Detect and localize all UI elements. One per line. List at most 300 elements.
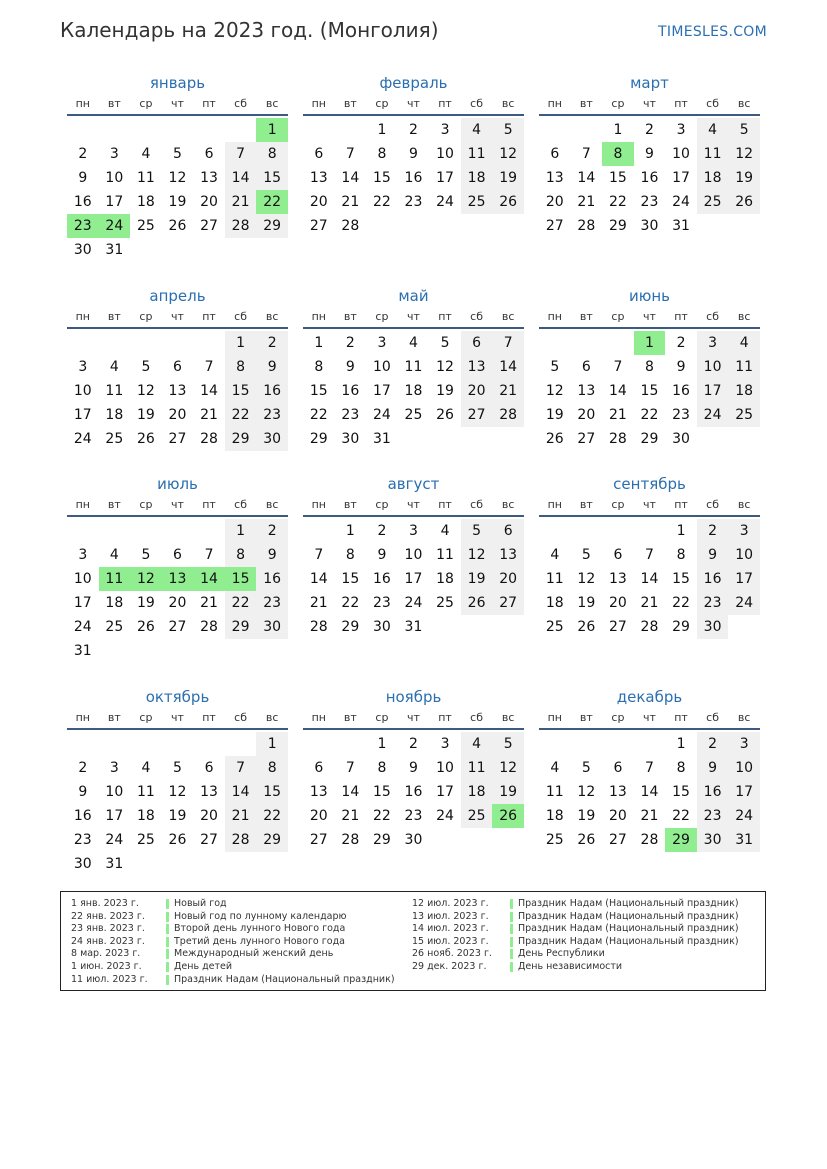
day-cell: 30 [672,431,690,447]
day-cell: 25 [136,218,155,234]
weekday-label: пн [547,711,562,724]
legend-row [412,948,757,961]
day-cell: 16 [640,170,659,186]
day-cell: 26 [577,832,596,848]
month-9 [539,473,760,639]
day-cell: 19 [436,383,454,399]
day-cell: 28 [200,431,218,447]
day-cell: 29 [672,619,690,635]
weekday-label: сб [706,711,720,724]
day-cell: 18 [461,166,493,190]
day-cell: 4 [550,760,560,776]
day-cell: 7 [645,547,654,563]
weekday-label: чт [407,97,420,110]
day-cell: 18 [404,383,423,399]
day-cell: 16 [73,808,92,824]
weekday-label: ср [611,498,625,511]
day-cell: 11 [728,355,760,379]
legend-row [412,898,757,911]
day-cell: 1 [676,736,686,752]
empty-cell [602,519,634,543]
day-cell: 18 [136,194,155,210]
day-cell: 24 [372,407,391,423]
legend-date: 15 июл. 2023 г. [412,935,489,947]
empty-cell [571,519,603,543]
day-cell: 22 [225,403,257,427]
weekday-label: вт [107,498,121,511]
day-cell: 8 [645,359,654,375]
weekday-label: вт [343,310,357,323]
day-cell: 12 [492,142,524,166]
legend-date: 11 июл. 2023 г. [71,973,148,985]
day-cell: 7 [645,760,654,776]
day-cell: 14 [577,170,596,186]
legend-column-left [71,898,401,986]
day-cell: 26 [436,407,454,423]
day-cell: 2 [78,760,88,776]
day-cell: 20 [461,379,493,403]
day-cell: 29 [309,431,328,447]
holiday-day: 15 [225,567,257,591]
day-cell: 22 [372,194,391,210]
day-cell: 26 [492,190,524,214]
day-cell: 12 [577,784,596,800]
legend-color-marker [166,949,169,959]
weekday-label: сб [470,310,484,323]
weekday-label: вт [579,711,593,724]
legend-color-marker [166,975,169,985]
weekday-header [303,495,524,517]
day-cell: 9 [78,784,88,800]
weekday-header [539,708,760,730]
weekday-label: ср [375,711,389,724]
legend-holiday-name: Праздник Надам (Национальный праздник) [518,935,739,947]
day-cell: 18 [461,780,493,804]
month-7 [67,473,288,663]
weekday-label: вс [737,97,751,110]
day-cell: 10 [728,543,760,567]
day-cell: 30 [697,615,729,639]
day-cell: 3 [109,760,119,776]
weekday-label: сб [234,97,248,110]
weekday-label: чт [407,310,420,323]
day-cell: 20 [545,194,564,210]
day-cell: 10 [73,383,92,399]
day-cell: 17 [105,194,124,210]
legend-color-marker [510,899,513,909]
day-cell: 27 [168,431,187,447]
day-cell: 14 [608,383,627,399]
legend-holiday-name: Праздник Надам (Национальный праздник) [518,923,739,935]
holiday-day: 1 [256,118,288,142]
empty-cell [99,519,131,543]
day-cell: 18 [436,571,454,587]
day-cell: 8 [676,760,686,776]
weekday-label: сб [706,310,720,323]
legend-color-marker [166,937,169,947]
day-cell: 24 [73,619,92,635]
day-cell: 23 [73,832,92,848]
legend-row [412,923,757,936]
day-cell: 21 [608,407,627,423]
day-cell: 23 [256,591,288,615]
legend-holiday-name: День Республики [518,948,605,960]
day-grid [67,519,288,663]
month-name: июль [157,475,198,493]
empty-cell [634,519,666,543]
empty-cell [602,732,634,756]
day-cell: 5 [550,359,560,375]
day-cell: 11 [545,784,564,800]
legend-row [412,911,757,924]
day-cell: 13 [200,170,218,186]
weekday-header [67,307,288,329]
empty-cell [602,331,634,355]
day-cell: 14 [225,166,257,190]
day-cell: 29 [225,615,257,639]
day-cell: 19 [136,407,155,423]
month-name: ноябрь [385,688,442,706]
legend-date: 29 дек. 2023 г. [412,960,487,972]
day-cell: 22 [672,808,690,824]
day-grid [303,519,524,639]
day-cell: 9 [256,355,288,379]
day-cell: 6 [461,331,493,355]
weekday-label: пт [674,310,688,323]
day-cell: 2 [409,122,418,138]
weekday-label: пт [674,97,688,110]
day-cell: 3 [409,523,418,539]
holiday-day: 26 [492,804,524,828]
weekday-label: пт [438,498,452,511]
day-cell: 31 [672,218,690,234]
day-cell: 27 [545,218,564,234]
day-cell: 23 [697,591,729,615]
day-cell: 7 [345,146,355,162]
day-cell: 27 [200,218,218,234]
day-cell: 5 [141,547,151,563]
day-cell: 15 [372,784,391,800]
day-cell: 4 [461,732,493,756]
day-cell: 15 [341,571,360,587]
weekday-label: вс [265,498,279,511]
day-grid [303,732,524,852]
weekday-label: вс [501,97,515,110]
day-cell: 25 [697,190,729,214]
day-cell: 14 [640,784,659,800]
day-cell: 22 [372,808,391,824]
day-cell: 6 [173,359,182,375]
day-cell: 7 [225,142,257,166]
day-cell: 7 [581,146,591,162]
day-cell: 11 [136,170,155,186]
day-cell: 5 [461,519,493,543]
empty-cell [634,732,666,756]
weekday-label: сб [470,97,484,110]
weekday-label: вт [107,310,121,323]
empty-cell [162,118,194,142]
day-cell: 2 [697,732,729,756]
day-cell: 12 [728,142,760,166]
day-cell: 12 [436,359,454,375]
weekday-label: вт [343,711,357,724]
day-cell: 9 [697,543,729,567]
day-cell: 22 [672,595,690,611]
day-cell: 10 [436,146,454,162]
holiday-day: 12 [130,567,162,591]
empty-cell [335,732,367,756]
legend-row [71,948,401,961]
day-cell: 21 [309,595,328,611]
day-cell: 28 [309,619,328,635]
legend-color-marker [166,924,169,934]
day-cell: 25 [105,619,124,635]
month-name: февраль [379,74,448,92]
month-name: март [630,74,669,92]
empty-cell [571,732,603,756]
weekday-label: чт [643,97,656,110]
weekday-label: пт [438,97,452,110]
day-cell: 17 [73,595,92,611]
day-cell: 1 [225,519,257,543]
weekday-label: чт [407,711,420,724]
day-cell: 29 [256,828,288,852]
day-cell: 15 [372,170,391,186]
day-cell: 12 [168,784,187,800]
day-cell: 2 [345,335,355,351]
holiday-day: 23 [67,214,99,238]
day-cell: 11 [461,142,493,166]
day-cell: 29 [372,832,391,848]
day-cell: 3 [78,359,88,375]
empty-cell [162,519,194,543]
day-cell: 9 [409,146,418,162]
day-cell: 10 [372,359,391,375]
day-cell: 5 [728,118,760,142]
day-cell: 18 [545,595,564,611]
weekday-header [303,94,524,116]
day-cell: 28 [341,832,360,848]
legend-date: 12 июл. 2023 г. [412,898,489,909]
day-cell: 23 [404,808,423,824]
empty-cell [130,331,162,355]
legend-row [71,974,401,987]
day-cell: 25 [136,832,155,848]
weekday-label: пн [311,498,326,511]
empty-cell [303,519,335,543]
legend-date: 22 янв. 2023 г. [71,910,145,922]
day-cell: 11 [545,571,564,587]
day-cell: 15 [672,784,690,800]
holiday-day: 22 [256,190,288,214]
legend-color-marker [166,912,169,922]
day-cell: 12 [577,571,596,587]
holiday-day: 13 [162,567,194,591]
month-5 [303,285,524,451]
day-cell: 27 [492,591,524,615]
day-cell: 9 [256,543,288,567]
day-cell: 30 [404,832,423,848]
empty-cell [225,118,257,142]
day-cell: 8 [377,760,387,776]
day-grid [303,118,524,238]
day-cell: 5 [141,359,151,375]
day-cell: 12 [492,756,524,780]
day-cell: 16 [404,784,423,800]
day-cell: 17 [672,170,690,186]
day-cell: 7 [613,359,623,375]
day-cell: 4 [141,146,151,162]
weekday-label: вс [265,97,279,110]
empty-cell [303,732,335,756]
empty-cell [99,732,131,756]
day-cell: 20 [577,407,596,423]
month-name: август [387,475,440,493]
day-cell: 9 [645,146,654,162]
day-cell: 30 [372,619,391,635]
weekday-label: ср [139,498,153,511]
day-cell: 28 [200,619,218,635]
day-cell: 6 [314,760,324,776]
day-cell: 10 [105,784,124,800]
day-cell: 28 [341,218,360,234]
day-cell: 19 [136,595,155,611]
legend-row [71,936,401,949]
day-cell: 5 [173,146,182,162]
empty-cell [539,519,571,543]
site-link[interactable]: TIMESLES.COM [658,24,767,40]
day-cell: 2 [645,122,654,138]
weekday-label: пн [311,97,326,110]
day-cell: 26 [136,619,155,635]
weekday-label: пт [202,310,216,323]
day-cell: 30 [73,856,92,872]
day-cell: 2 [676,335,686,351]
day-cell: 15 [256,166,288,190]
day-cell: 16 [372,571,391,587]
day-cell: 24 [672,194,690,210]
day-cell: 9 [78,170,88,186]
day-cell: 19 [492,780,524,804]
day-cell: 14 [492,355,524,379]
day-cell: 27 [608,619,627,635]
day-cell: 26 [728,190,760,214]
day-cell: 15 [640,383,659,399]
day-cell: 29 [640,431,659,447]
day-cell: 17 [73,407,92,423]
weekday-label: вс [265,310,279,323]
day-cell: 4 [461,118,493,142]
day-cell: 4 [697,118,729,142]
day-cell: 10 [105,170,124,186]
day-cell: 6 [314,146,324,162]
day-cell: 21 [200,595,218,611]
weekday-header [67,94,288,116]
weekday-label: ср [139,310,153,323]
day-cell: 16 [256,379,288,403]
weekday-label: вс [501,310,515,323]
day-cell: 24 [728,804,760,828]
day-cell: 30 [341,431,360,447]
day-cell: 16 [404,170,423,186]
day-grid [303,331,524,451]
legend-holiday-name: Праздник Надам (Национальный праздник) [518,910,739,922]
day-cell: 1 [225,331,257,355]
empty-cell [225,732,257,756]
month-name: октябрь [145,688,210,706]
weekday-label: ср [375,97,389,110]
weekday-header [539,495,760,517]
day-cell: 19 [461,567,493,591]
day-cell: 8 [345,547,355,563]
day-cell: 21 [341,194,360,210]
weekday-label: пт [202,711,216,724]
day-cell: 3 [728,732,760,756]
day-cell: 9 [676,359,686,375]
weekday-label: пн [75,711,90,724]
day-cell: 14 [225,780,257,804]
day-cell: 23 [341,407,360,423]
day-cell: 11 [404,359,423,375]
day-cell: 6 [613,760,623,776]
empty-cell [99,331,131,355]
weekday-label: пн [547,97,562,110]
day-cell: 3 [440,122,450,138]
legend-row [71,911,401,924]
day-cell: 14 [341,784,360,800]
day-cell: 24 [728,591,760,615]
day-cell: 27 [461,403,493,427]
month-11 [303,686,524,852]
legend-row [71,961,401,974]
day-cell: 2 [256,331,288,355]
day-cell: 30 [640,218,659,234]
day-cell: 13 [168,383,187,399]
day-cell: 1 [377,736,387,752]
day-cell: 6 [581,359,591,375]
day-cell: 10 [73,571,92,587]
page-title: Календарь на 2023 год. (Монголия) [60,18,439,42]
day-cell: 4 [409,335,418,351]
day-grid [539,519,760,639]
day-cell: 21 [341,808,360,824]
day-cell: 5 [440,335,450,351]
day-cell: 1 [314,335,324,351]
day-cell: 12 [461,543,493,567]
month-name: апрель [149,287,206,305]
weekday-label: вт [107,711,121,724]
day-cell: 17 [372,383,391,399]
weekday-label: чт [171,711,184,724]
weekday-header [67,495,288,517]
legend-date: 26 нояб. 2023 г. [412,948,492,960]
day-cell: 3 [78,547,88,563]
month-6 [539,285,760,451]
day-cell: 8 [256,142,288,166]
day-cell: 25 [105,431,124,447]
day-cell: 15 [309,383,328,399]
day-cell: 26 [545,431,564,447]
legend-row [71,923,401,936]
weekday-label: ср [375,310,389,323]
legend-color-marker [510,949,513,959]
day-cell: 18 [728,379,760,403]
day-cell: 9 [409,760,418,776]
empty-cell [193,732,225,756]
day-cell: 8 [225,355,257,379]
day-cell: 21 [225,190,257,214]
legend-holiday-name: День независимости [518,960,623,972]
